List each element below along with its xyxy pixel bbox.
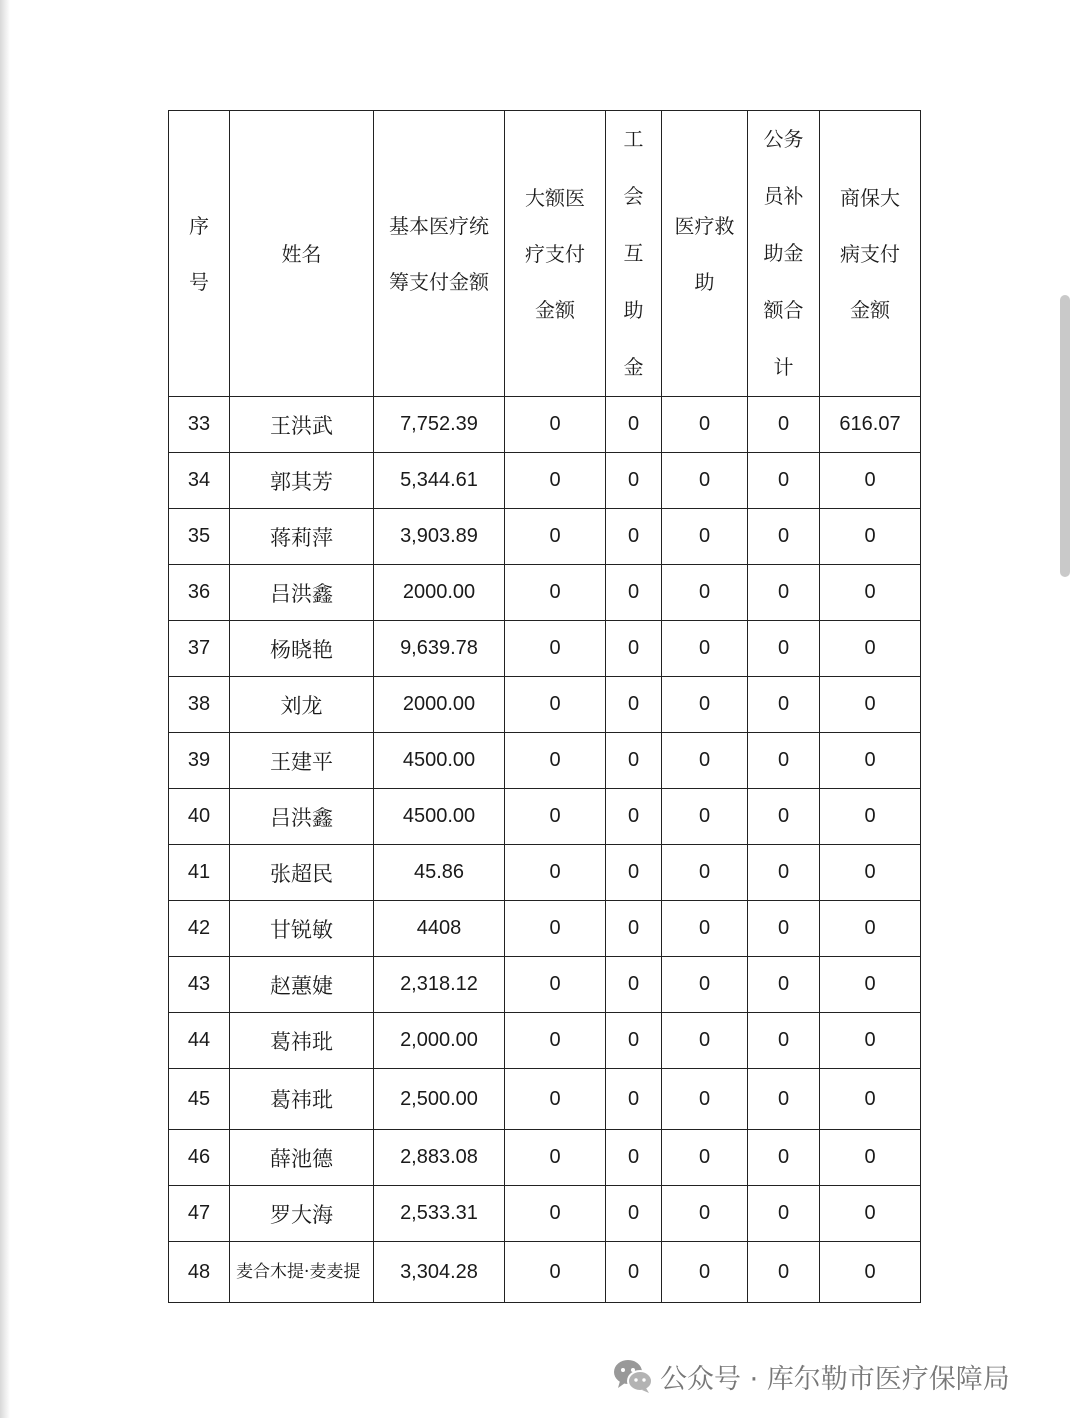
cell-basic: 2,318.12: [374, 957, 505, 1013]
table-row: [169, 1013, 921, 1069]
cell-civil: 0: [748, 1130, 820, 1186]
cell-union: 0: [606, 1186, 662, 1242]
cell-name: 赵蕙婕: [230, 957, 374, 1013]
payment-table: [168, 110, 921, 1303]
cell-relief: 0: [662, 1186, 748, 1242]
cell-civil: 0: [748, 621, 820, 677]
cell-civil: 0: [748, 1186, 820, 1242]
scrollbar-thumb[interactable]: [1060, 295, 1070, 577]
cell-large: 0: [505, 957, 606, 1013]
header-relief: 医疗救助: [662, 111, 748, 397]
cell-union: 0: [606, 1069, 662, 1130]
table-row: [169, 733, 921, 789]
cell-commercial: 0: [820, 789, 921, 845]
cell-commercial: 0: [820, 1130, 921, 1186]
cell-basic: 2000.00: [374, 677, 505, 733]
cell-name: 葛祎玭: [230, 1069, 374, 1130]
cell-name: 麦合木提·麦麦提: [230, 1242, 374, 1303]
cell-relief: 0: [662, 677, 748, 733]
cell-relief: 0: [662, 789, 748, 845]
cell-large: 0: [505, 1186, 606, 1242]
cell-large: 0: [505, 733, 606, 789]
cell-large: 0: [505, 1130, 606, 1186]
cell-large: 0: [505, 453, 606, 509]
cell-civil: 0: [748, 453, 820, 509]
cell-large: 0: [505, 677, 606, 733]
cell-union: 0: [606, 733, 662, 789]
cell-seq: 36: [169, 565, 230, 621]
cell-relief: 0: [662, 845, 748, 901]
cell-union: 0: [606, 1242, 662, 1303]
cell-seq: 41: [169, 845, 230, 901]
cell-basic: 4500.00: [374, 789, 505, 845]
cell-commercial: 0: [820, 1013, 921, 1069]
cell-seq: 38: [169, 677, 230, 733]
cell-commercial: 0: [820, 1242, 921, 1303]
cell-name: 甘锐敏: [230, 901, 374, 957]
header-basic: 基本医疗统筹支付金额: [374, 111, 505, 397]
page-left-edge: [0, 0, 10, 1418]
cell-civil: 0: [748, 509, 820, 565]
cell-relief: 0: [662, 397, 748, 453]
cell-name: 薛池德: [230, 1130, 374, 1186]
table-row: [169, 1130, 921, 1186]
table-row: [169, 509, 921, 565]
cell-name: 葛祎玭: [230, 1013, 374, 1069]
table-header-row: [169, 111, 921, 397]
cell-seq: 45: [169, 1069, 230, 1130]
cell-basic: 45.86: [374, 845, 505, 901]
cell-seq: 47: [169, 1186, 230, 1242]
cell-relief: 0: [662, 453, 748, 509]
cell-relief: 0: [662, 733, 748, 789]
table-row: [169, 957, 921, 1013]
cell-relief: 0: [662, 1242, 748, 1303]
cell-basic: 2000.00: [374, 565, 505, 621]
cell-name: 吕洪鑫: [230, 789, 374, 845]
cell-union: 0: [606, 677, 662, 733]
cell-civil: 0: [748, 1013, 820, 1069]
cell-union: 0: [606, 621, 662, 677]
cell-basic: 2,500.00: [374, 1069, 505, 1130]
cell-union: 0: [606, 565, 662, 621]
table-row: [169, 845, 921, 901]
cell-civil: 0: [748, 1242, 820, 1303]
cell-union: 0: [606, 1013, 662, 1069]
cell-commercial: 0: [820, 733, 921, 789]
watermark-footer: [612, 1356, 1010, 1396]
cell-civil: 0: [748, 565, 820, 621]
cell-commercial: 0: [820, 453, 921, 509]
header-commercial: 商保大病支付金额: [820, 111, 921, 397]
cell-large: 0: [505, 901, 606, 957]
cell-large: 0: [505, 397, 606, 453]
cell-large: 0: [505, 565, 606, 621]
cell-large: 0: [505, 621, 606, 677]
header-name: 姓名: [230, 111, 374, 397]
cell-commercial: 0: [820, 901, 921, 957]
cell-seq: 43: [169, 957, 230, 1013]
cell-name: 蒋莉萍: [230, 509, 374, 565]
table-body: [169, 397, 921, 1303]
cell-basic: 2,883.08: [374, 1130, 505, 1186]
cell-union: 0: [606, 397, 662, 453]
cell-civil: 0: [748, 1069, 820, 1130]
table-row: [169, 453, 921, 509]
header-seq: 序号: [169, 111, 230, 397]
cell-commercial: 0: [820, 509, 921, 565]
cell-large: 0: [505, 1242, 606, 1303]
table-row: [169, 397, 921, 453]
cell-seq: 42: [169, 901, 230, 957]
cell-name: 刘龙: [230, 677, 374, 733]
cell-commercial: 616.07: [820, 397, 921, 453]
cell-civil: 0: [748, 397, 820, 453]
header-union: 工会互助金: [606, 111, 662, 397]
cell-basic: 2,000.00: [374, 1013, 505, 1069]
cell-name: 张超民: [230, 845, 374, 901]
cell-name: 杨晓艳: [230, 621, 374, 677]
cell-name: 罗大海: [230, 1186, 374, 1242]
cell-basic: 7,752.39: [374, 397, 505, 453]
cell-relief: 0: [662, 565, 748, 621]
table-row: [169, 1069, 921, 1130]
cell-seq: 33: [169, 397, 230, 453]
cell-name: 王建平: [230, 733, 374, 789]
cell-basic: 3,903.89: [374, 509, 505, 565]
cell-name: 王洪武: [230, 397, 374, 453]
cell-large: 0: [505, 845, 606, 901]
cell-civil: 0: [748, 957, 820, 1013]
cell-relief: 0: [662, 957, 748, 1013]
cell-commercial: 0: [820, 677, 921, 733]
cell-basic: 3,304.28: [374, 1242, 505, 1303]
cell-relief: 0: [662, 1013, 748, 1069]
cell-commercial: 0: [820, 1069, 921, 1130]
cell-basic: 2,533.31: [374, 1186, 505, 1242]
cell-seq: 44: [169, 1013, 230, 1069]
table-row: [169, 621, 921, 677]
wechat-icon: [612, 1357, 654, 1395]
cell-seq: 40: [169, 789, 230, 845]
cell-basic: 9,639.78: [374, 621, 505, 677]
cell-union: 0: [606, 1130, 662, 1186]
cell-seq: 39: [169, 733, 230, 789]
footer-text: 公众号 · 库尔勒市医疗保障局: [660, 1363, 1010, 1395]
cell-seq: 46: [169, 1130, 230, 1186]
cell-name: 吕洪鑫: [230, 565, 374, 621]
cell-union: 0: [606, 901, 662, 957]
cell-basic: 4408: [374, 901, 505, 957]
cell-union: 0: [606, 957, 662, 1013]
cell-seq: 34: [169, 453, 230, 509]
cell-civil: 0: [748, 733, 820, 789]
cell-commercial: 0: [820, 845, 921, 901]
cell-large: 0: [505, 1013, 606, 1069]
cell-large: 0: [505, 1069, 606, 1130]
cell-union: 0: [606, 453, 662, 509]
cell-commercial: 0: [820, 1186, 921, 1242]
cell-relief: 0: [662, 621, 748, 677]
cell-seq: 48: [169, 1242, 230, 1303]
cell-union: 0: [606, 789, 662, 845]
cell-basic: 5,344.61: [374, 453, 505, 509]
cell-large: 0: [505, 789, 606, 845]
cell-seq: 37: [169, 621, 230, 677]
header-civil: 公务员补助金额合计: [748, 111, 820, 397]
table-row: [169, 1186, 921, 1242]
cell-civil: 0: [748, 845, 820, 901]
table-row: [169, 789, 921, 845]
header-large: 大额医疗支付金额: [505, 111, 606, 397]
cell-commercial: 0: [820, 565, 921, 621]
cell-relief: 0: [662, 1130, 748, 1186]
table-row: [169, 1242, 921, 1303]
cell-commercial: 0: [820, 621, 921, 677]
cell-basic: 4500.00: [374, 733, 505, 789]
cell-union: 0: [606, 845, 662, 901]
cell-relief: 0: [662, 901, 748, 957]
cell-name: 郭其芳: [230, 453, 374, 509]
cell-union: 0: [606, 509, 662, 565]
table-row: [169, 565, 921, 621]
cell-civil: 0: [748, 789, 820, 845]
cell-civil: 0: [748, 901, 820, 957]
cell-relief: 0: [662, 509, 748, 565]
cell-relief: 0: [662, 1069, 748, 1130]
cell-seq: 35: [169, 509, 230, 565]
table-row: [169, 677, 921, 733]
cell-commercial: 0: [820, 957, 921, 1013]
cell-large: 0: [505, 509, 606, 565]
table-row: [169, 901, 921, 957]
cell-civil: 0: [748, 677, 820, 733]
